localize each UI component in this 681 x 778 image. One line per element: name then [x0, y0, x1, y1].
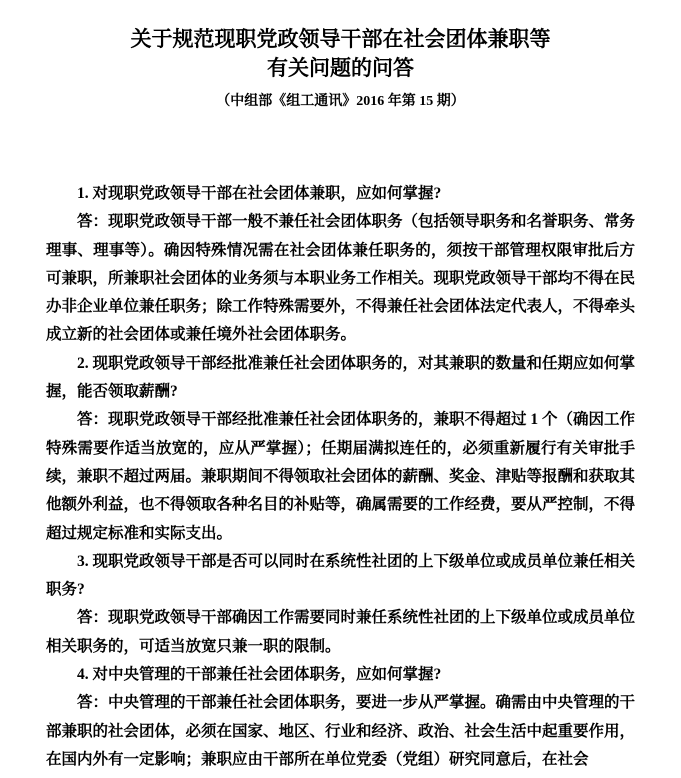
answer-3: 答：现职党政领导干部确因工作需要同时兼任系统性社团的上下级单位或成员单位相关职务的，可适当放宽只兼一职的限制。 [46, 609, 636, 655]
question-2: 2. 现职党政领导干部经批准兼任社会团体职务的，对其兼职的数量和任期应如何掌握，能否领取薪酬? [46, 354, 636, 401]
document-title [0, 0, 681, 83]
document-body [0, 180, 681, 774]
question-1: 1. 对现职党政领导干部在社会团体兼职，应如何掌握? [77, 185, 442, 202]
answer-2: 答：现职党政领导干部经批准兼任社会团体职务的，兼职不得超过 1 个（确因工作特殊需要作适当放宽的，应从严掌握）；任期届满拟连任的，必须重新履行有关审批手续，兼职不超过两届。兼职期间不得领取社会团体的薪酬、奖金、津贴等报酬和获取其他额外利益，也不得领取各种名目的补贴等，确属需要的工作经费，要从严控制，不得超过规定标准和实际支出。 [46, 411, 636, 542]
document-source-note: （中组部《组工通讯》2016 年第 15 期） [216, 94, 465, 109]
document-title-line-2: 有关问题的问答 [267, 57, 414, 80]
answer-1: 答：现职党政领导干部一般不兼任社会团体职务（包括领导职务和名誉职务、常务理事、理事等）。确因特殊情况需在社会团体兼任职务的，须按干部管理权限审批后方可兼职，所兼职社会团体的业务须与本职业务工作相关。现职党政领导干部均不得在民办非企业单位兼任职务；除工作特殊需要外，不得兼任社会团体法定代表人，不得牵头成立新的社会团体或兼任境外社会团体职务。 [46, 213, 636, 344]
question-3: 3. 现职党政领导干部是否可以同时在系统性社团的上下级单位或成员单位兼任相关职务? [46, 552, 636, 599]
answer-4: 答：中央管理的干部兼任社会团体职务，要进一步从严掌握。确需由中央管理的干部兼职的社会团体，必须在国家、地区、行业和经济、政治、社会生活中起重要作用，在国内外有一定影响；兼职应由干部所在单位党委（党组）研究同意后，在社会 [46, 694, 636, 768]
document-title-line-1: 关于规范现职党政领导干部在社会团体兼职等 [130, 28, 551, 51]
question-4: 4. 对中央管理的干部兼任社会团体职务，应如何掌握? [77, 666, 442, 684]
